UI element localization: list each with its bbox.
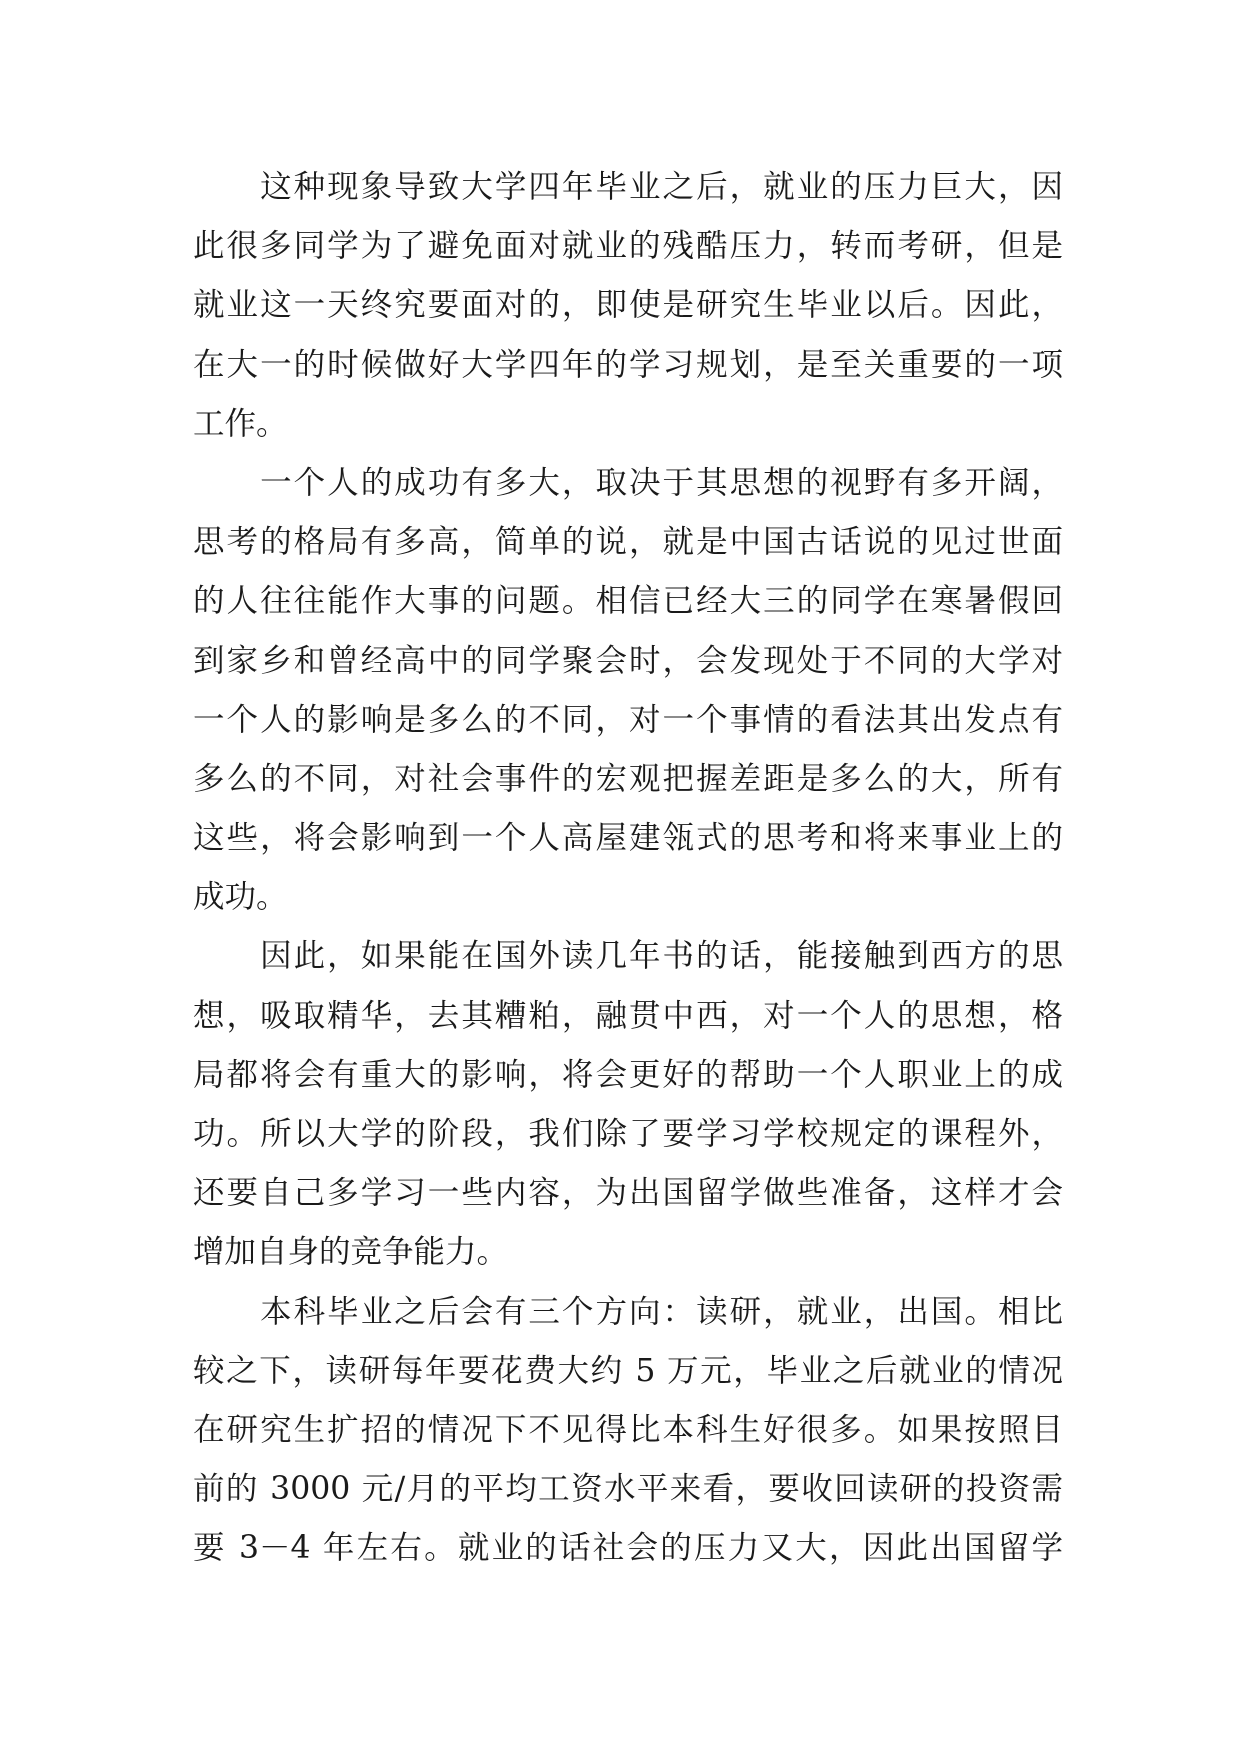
paragraph-line: 这些，将会影响到一个人高屋建瓴式的思考和将来事业上的 (193, 820, 1063, 857)
paragraph-line: 成功。 (193, 879, 288, 916)
paragraph-line: 前的 3000 元/月的平均工资水平来看，要收回读研的投资需 (193, 1471, 1063, 1508)
paragraph-line: 增加自身的竞争能力。 (193, 1234, 509, 1271)
paragraph-line: 到家乡和曾经高中的同学聚会时，会发现处于不同的大学对 (193, 642, 1063, 679)
paragraph-line: 此很多同学为了避免面对就业的残酷压力，转而考研，但是 (193, 228, 1063, 265)
paragraph-2 (193, 454, 1063, 928)
paragraph-line: 较之下，读研每年要花费大约 5 万元，毕业之后就业的情况 (193, 1352, 1063, 1389)
paragraph-line: 的人往往能作大事的问题。相信已经大三的同学在寒暑假回 (193, 583, 1063, 620)
paragraph-line: 多么的不同，对社会事件的宏观把握差距是多么的大，所有 (193, 760, 1063, 797)
paragraph-line: 在大一的时候做好大学四年的学习规划，是至关重要的一项 (193, 346, 1063, 383)
paragraph-line: 因此，如果能在国外读几年书的话，能接触到西方的思 (193, 938, 1063, 975)
paragraph-line: 思考的格局有多高，简单的说，就是中国古话说的见过世面 (193, 524, 1063, 561)
paragraph-3 (193, 927, 1063, 1282)
paragraph-line: 局都将会有重大的影响，将会更好的帮助一个人职业上的成 (193, 1056, 1063, 1093)
paragraph-line: 功。所以大学的阶段，我们除了要学习学校规定的课程外， (193, 1116, 1063, 1152)
paragraph-line: 工作。 (193, 405, 288, 442)
paragraph-line: 这种现象导致大学四年毕业之后，就业的压力巨大，因 (193, 169, 1063, 205)
paragraph-line: 想，吸取精华，去其糟粕，融贯中西，对一个人的思想，格 (193, 997, 1063, 1034)
paragraph-4 (193, 1283, 1063, 1579)
paragraph-line: 本科毕业之后会有三个方向：读研，就业，出国。相比 (193, 1293, 1063, 1330)
paragraph-line: 在研究生扩招的情况下不见得比本科生好很多。如果按照目 (193, 1411, 1063, 1448)
paragraph-1 (193, 158, 1063, 454)
paragraph-line: 一个人的成功有多大，取决于其思想的视野有多开阔， (193, 464, 1063, 501)
paragraph-line: 还要自己多学习一些内容，为出国留学做些准备，这样才会 (193, 1175, 1063, 1212)
paragraph-line: 就业这一天终究要面对的，即使是研究生毕业以后。因此， (193, 287, 1063, 324)
paragraph-line: 要 3－4 年左右。就业的话社会的压力又大，因此出国留学 (193, 1530, 1063, 1567)
document-body (193, 158, 1063, 1579)
paragraph-line: 一个人的影响是多么的不同，对一个事情的看法其出发点有 (193, 701, 1063, 738)
